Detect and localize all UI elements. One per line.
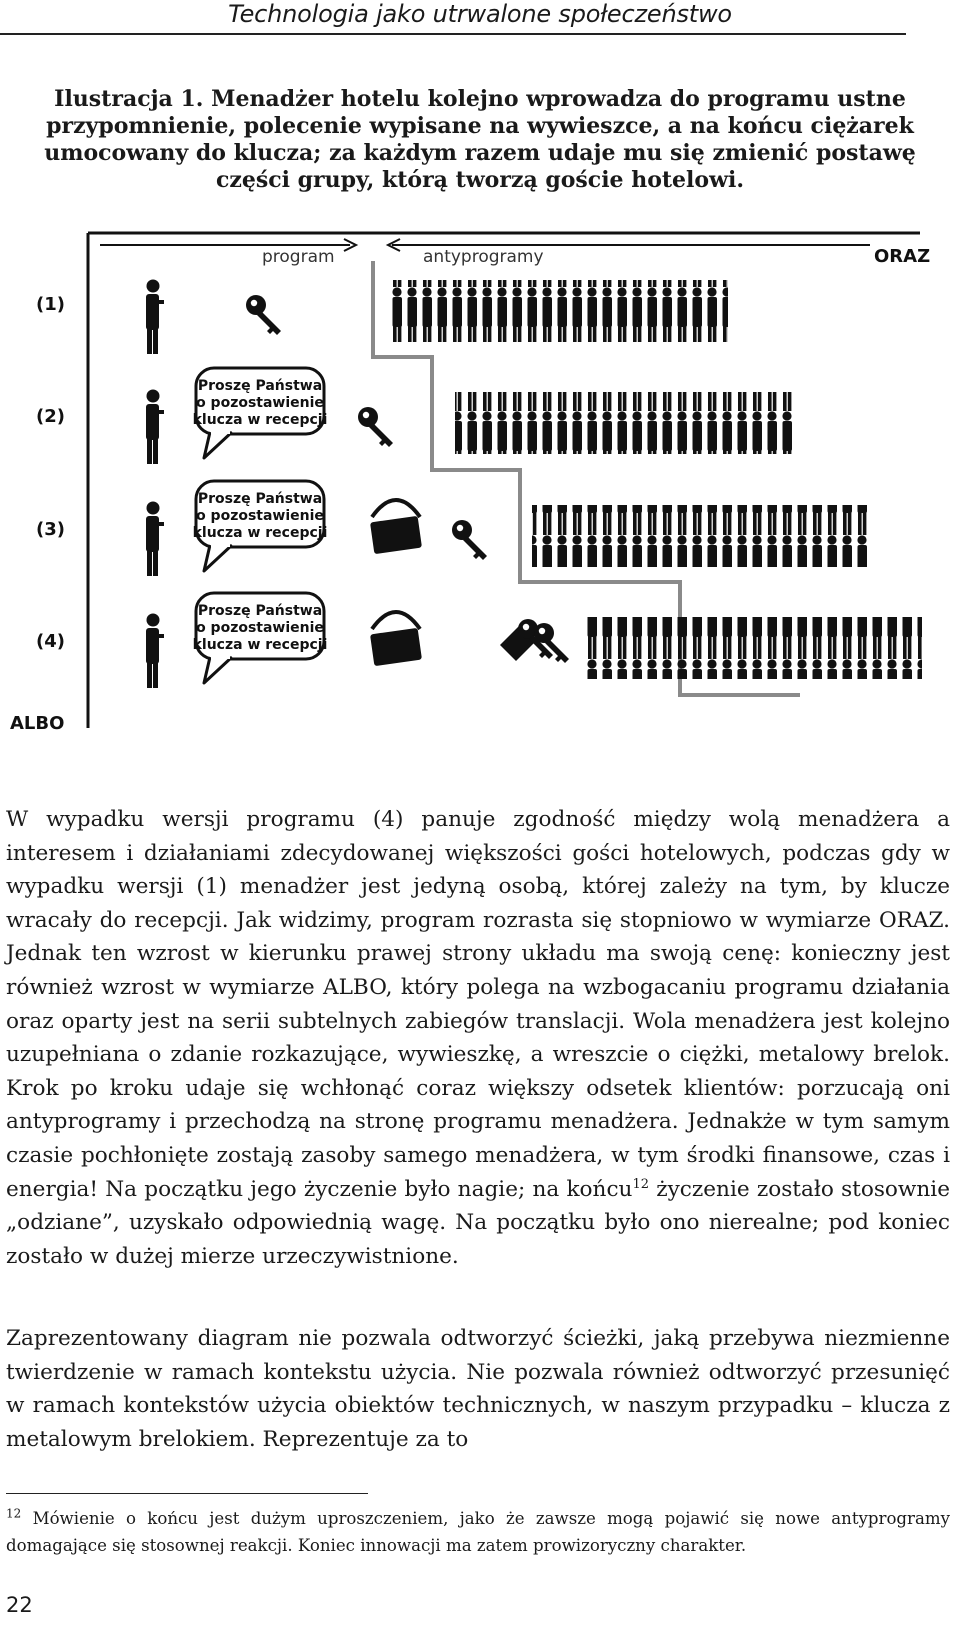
body-paragraph: Zaprezentowany diagram nie pozwala odtworzyć ścieżki, jaką przebywa niezmienne twierdzenie w ramach kontekstu użycia. Nie pozwala również odtworzyć przesunięć w ramach kontekstów użycia obiektów technicznych, w naszym przypadku – klucza z metalowym brelokiem. Reprezentuje za to — [6, 1326, 950, 1452]
row-label-3: (3) — [36, 519, 65, 540]
running-head: Technologia jako utrwalone społeczeństwo — [228, 0, 732, 28]
hotel-guests-crowd — [455, 392, 793, 454]
bubble-line: o pozostawienie — [196, 395, 324, 411]
manager-figure — [146, 280, 164, 355]
key-icon — [452, 520, 487, 560]
header-rule — [0, 33, 906, 35]
manager-figure — [146, 614, 164, 689]
bubble-line: klucza w recepcji — [192, 412, 328, 428]
footnote-text: Mówienie o końcu jest dużym uproszczeniem, jako że zawsze mogą pojawić się nowe antyprogramy domagające się stosownej reakcji. Koniec innowacji ma zatem prowizoryczny charakter. — [6, 1509, 950, 1555]
figure-caption: Ilustracja 1. Menadżer hotelu kolejno wprowadza do programu ustne przypomnienie, polecenie wypisane na wywieszce, a na końcu ciężarek umocowany do klucza; za każdym razem udaje mu się zmienić postawę części grupy, którą tworzą goście hotelowi. — [44, 86, 916, 193]
footnote-number: 12 — [6, 1506, 22, 1521]
bubble-line: klucza w recepcji — [192, 525, 328, 541]
footnote — [6, 1505, 950, 1559]
body-paragraph — [6, 803, 950, 1273]
hotel-guests-crowd — [390, 280, 728, 342]
key-icon — [246, 295, 281, 335]
oraz-label: ORAZ — [874, 246, 931, 267]
key-fob-icon — [370, 500, 422, 554]
paragraph-text: życzenie zostało stosownie „odziane”, uzyskało odpowiednią wagę. Na początku było ono nierealne; pod koniec zostało w dużej mierze urzeczywistnione. — [6, 1176, 950, 1269]
bubble-line: o pozostawienie — [196, 620, 324, 636]
program-label: program — [262, 247, 335, 267]
manager-figure — [146, 502, 164, 577]
bubble-line: klucza w recepcji — [192, 637, 328, 653]
paragraph-text: W wypadku wersji programu (4) panuje zgodność między wolą menadżera a interesem i działaniami zdecydowanej większości gości hotelowych, podczas gdy w wypadku wersji (1) menadżer jest jedyną osobą, której zależy na tym, by klucze wracały do recepcji. Jak widzimy, program rozrasta się stopniowo w wymiarze ORAZ. Jednak ten wzrost w kierunku prawej strony układu ma swoją cenę: konieczny jest również wzrost w wymiarze ALBO, który polega na wzbogacaniu programu działania oraz oparty jest na serii subtelnych zabiegów translacji. Wola menadżera jest kolejno uzupełniana o zdanie rozkazujące, wywieszkę, a wreszcie o ciężki, metalowy brelok. Krok po kroku udaje się wchłonąć coraz większy odsetek klientów: porzucają oni antyprogramy i przechodzą na stronę programu menadżera. Jednakże w tym samym czasie pochłonięte zostają zasoby samego menadżera, w tym środki finansowe, czas i energia! Na początku jego życzenie było nagie; na końcu — [6, 807, 950, 1202]
manager-figure — [146, 390, 164, 465]
bubble-line: Proszę Państwa — [197, 378, 323, 394]
bubble-line: Proszę Państwa — [197, 491, 323, 507]
hotel-guests-crowd — [582, 617, 922, 679]
page-number: 22 — [6, 1593, 33, 1617]
program-antiprogram-diagram — [0, 225, 960, 765]
bubble-line: Proszę Państwa — [197, 603, 323, 619]
hotel-guests-crowd — [532, 505, 872, 567]
footnote-rule — [6, 1493, 368, 1494]
footnote-reference: 12 — [632, 1176, 649, 1192]
key-fob-icon — [370, 612, 422, 666]
row-label-2: (2) — [36, 406, 65, 427]
row-label-1: (1) — [36, 294, 65, 315]
keys-with-fob-icon — [500, 619, 569, 663]
antiprogram-label: antyprogramy — [423, 247, 544, 267]
bubble-line: o pozostawienie — [196, 508, 324, 524]
albo-label: ALBO — [10, 713, 65, 734]
row-label-4: (4) — [36, 631, 65, 652]
key-icon — [358, 407, 393, 447]
